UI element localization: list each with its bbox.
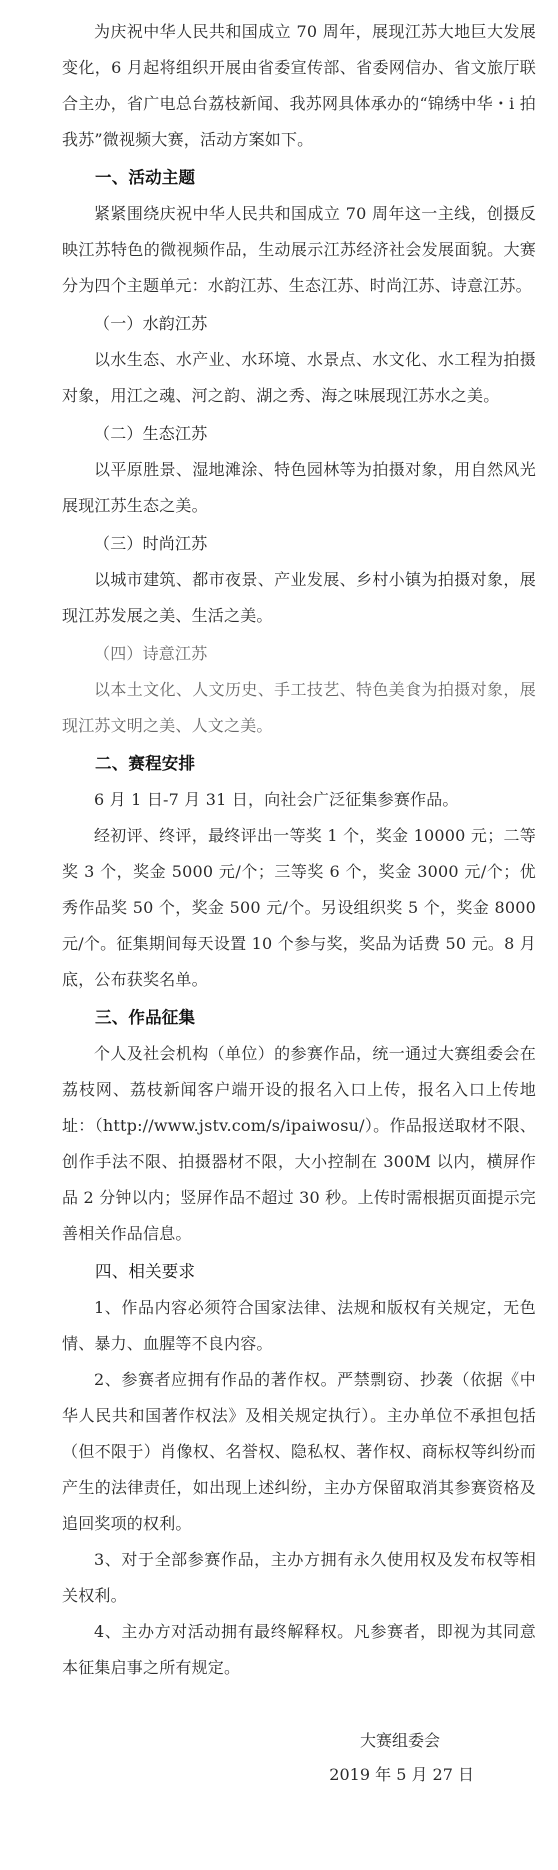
unit-body-poetry: 以本土文化、人文历史、手工技艺、特色美食为拍摄对象，展现江苏文明之美、人文之美。: [62, 680, 536, 735]
section-heading-schedule: 二、赛程安排: [95, 754, 196, 773]
requirement-item: 4、主办方对活动拥有最终解释权。凡参赛者，即视为其同意本征集启事之所有规定。: [62, 1622, 536, 1677]
section-heading-collection: 三、作品征集: [95, 1008, 196, 1027]
collection-paragraph: 个人及社会机构（单位）的参赛作品，统一通过大赛组委会在荔枝网、荔枝新闻客户端开设的报名入口上传，报名入口上传地址：（http://www.jstv.com/s/ipaiwosu/）。作品报送取材不限、创作手法不限、拍摄器材不限，大小控制在 300M 以内，横屏作品 2 分钟以内；竖屏作品不超过 30 秒。上传时需根据页面提示完善相关作品信息。: [62, 1044, 536, 1243]
requirement-item: 3、对于全部参赛作品，主办方拥有永久使用权及发布权等相关权利。: [62, 1550, 536, 1605]
unit-title-fashion: （三）时尚江苏: [94, 534, 208, 553]
signoff-date: 2019 年 5 月 27 日: [329, 1765, 474, 1784]
intro-paragraph: 为庆祝中华人民共和国成立 70 周年，展现江苏大地巨大发展变化，6 月起将组织开展由省委宣传部、省委网信办、省文旅厅联合主办，省广电总台荔枝新闻、我苏网具体承办的“锦绣中华・i 拍我苏”微视频大赛，活动方案如下。: [62, 22, 536, 149]
unit-body-water: 以水生态、水产业、水环境、水景点、水文化、水工程为拍摄对象，用江之魂、河之韵、湖之秀、海之味展现江苏水之美。: [62, 350, 536, 405]
requirement-item: 1、作品内容必须符合国家法律、法规和版权有关规定，无色情、暴力、血腥等不良内容。: [62, 1298, 536, 1353]
requirement-item: 2、参赛者应拥有作品的著作权。严禁剽窃、抄袭（依据《中华人民共和国著作权法》及相关规定执行）。主办单位不承担包括（但不限于）肖像权、名誉权、隐私权、著作权、商标权等纠纷而产生的法律责任，如出现上述纠纷，主办方保留取消其参赛资格及追回奖项的权利。: [62, 1370, 536, 1533]
signoff-organization: 大赛组委会: [359, 1731, 440, 1750]
schedule-paragraph-dates: 6 月 1 日-7 月 31 日，向社会广泛征集参赛作品。: [94, 790, 459, 809]
schedule-paragraph-prizes: 经初评、终评，最终评出一等奖 1 个，奖金 10000 元；二等奖 3 个，奖金 5000 元/个；三等奖 6 个，奖金 3000 元/个；优秀作品奖 50 个，奖金 500 元/个。另设组织奖 5 个，奖金 8000 元/个。征集期间每天设置 10 个参与奖，奖品为话费 50 元。8 月底，公布获奖名单。: [62, 826, 536, 989]
unit-body-ecology: 以平原胜景、湿地滩涂、特色园林等为拍摄对象，用自然风光展现江苏生态之美。: [62, 460, 536, 515]
section-heading-requirements: 四、相关要求: [95, 1262, 196, 1281]
unit-title-ecology: （二）生态江苏: [94, 424, 208, 443]
unit-title-water: （一）水韵江苏: [94, 314, 208, 333]
section-heading-theme: 一、活动主题: [95, 168, 196, 187]
signoff: [62, 1724, 536, 1792]
theme-paragraph: 紧紧围绕庆祝中华人民共和国成立 70 周年这一主线，创摄反映江苏特色的微视频作品，生动展示江苏经济社会发展面貌。大赛分为四个主题单元：水韵江苏、生态江苏、时尚江苏、诗意江苏。: [62, 204, 536, 295]
unit-title-poetry: （四）诗意江苏: [94, 644, 208, 663]
unit-body-fashion: 以城市建筑、都市夜景、产业发展、乡村小镇为拍摄对象，展现江苏发展之美、生活之美。: [62, 570, 536, 625]
